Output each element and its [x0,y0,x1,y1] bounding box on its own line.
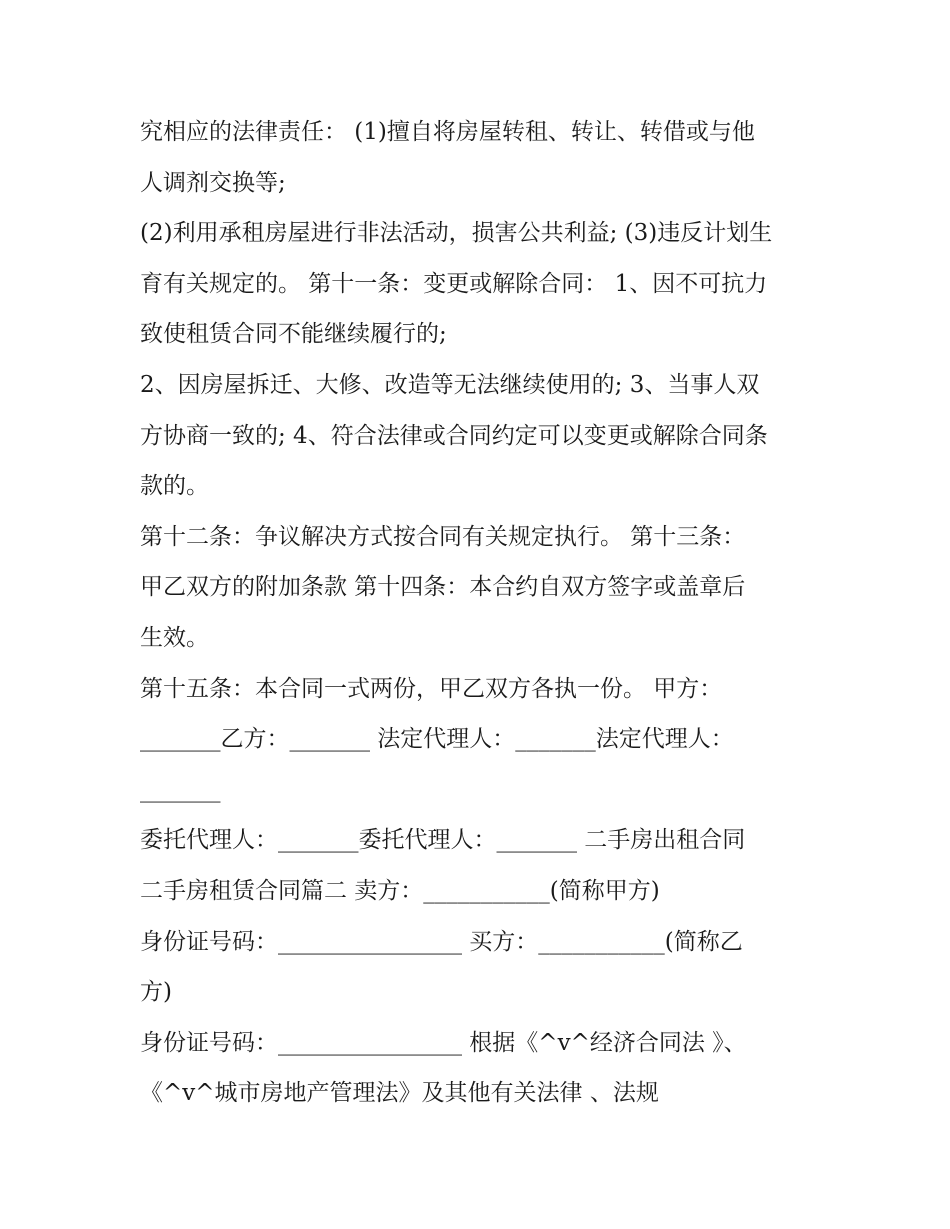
text-line: 《^v^城市房地产管理法》及其他有关法律 、法规 [140,1080,659,1107]
text-line: 育有关规定的。 第十一条：变更或解除合同： 1、因不可抗力 [140,270,768,297]
contract-text [140,107,820,1119]
text-line: 款的。 [140,473,209,500]
text-line: 第十二条：争议解决方式按合同有关规定执行。 第十三条： [140,523,746,550]
text-line: 致使租赁合同不能继续履行的; [140,321,447,348]
text-line: 究相应的法律责任： (1)擅自将房屋转租、转让、转借或与他 [140,119,755,145]
text-line: 身份证号码：________________ 根据《^v^经济合同法 》、 [140,1029,747,1056]
text-line: _______乙方：_______ 法定代理人：_______法定代理人： [140,726,734,753]
text-line: 二手房租赁合同篇二 卖方：___________(简称甲方) [140,877,660,904]
text-line: (2)利用承租房屋进行非法活动，损害公共利益; (3)违反计划生 [140,220,773,247]
text-line: 生效。 [140,624,209,651]
text-line: 方) [140,979,172,1006]
text-line: 方协商一致的; 4、符合法律或合同约定可以变更或解除合同条 [140,422,768,449]
text-line: 第十五条：本合同一式两份，甲乙双方各执一份。 甲方： [140,675,723,702]
text-line: 人调剂交换等; [140,169,286,196]
text-line: 甲乙双方的附加条款 第十四条：本合约自双方签字或盖章后 [140,574,746,601]
text-line: 身份证号码：________________ 买方：___________(简称乙 [140,928,743,955]
text-line: _______ [140,776,221,803]
text-line: 委托代理人：_______委托代理人：_______ 二手房出租合同 [140,827,746,854]
text-line: 2、因房屋拆迁、大修、改造等无法继续使用的; 3、当事人双 [140,371,760,398]
